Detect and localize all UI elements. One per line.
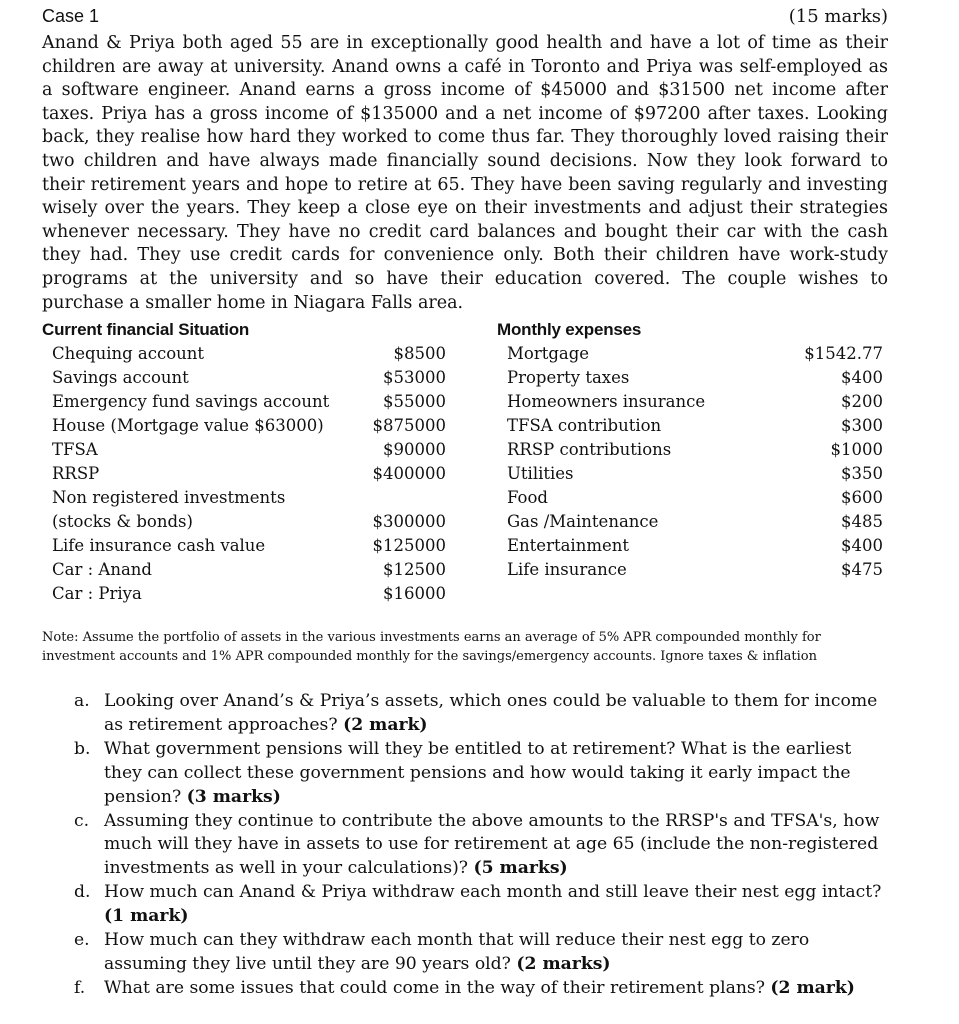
monthly-expenses-table xyxy=(497,318,883,582)
question-item xyxy=(74,690,884,738)
asset-value: $300000 xyxy=(372,512,446,531)
expense-row xyxy=(497,534,883,558)
question-item xyxy=(74,810,884,882)
asset-value: $90000 xyxy=(383,440,446,459)
question-text: What are some issues that could come in the way of their retirement plans? xyxy=(104,977,765,998)
question-letter: e. xyxy=(74,930,90,951)
expense-row xyxy=(497,510,883,534)
question-letter: b. xyxy=(74,738,91,759)
asset-label: Life insurance cash value xyxy=(52,536,266,555)
financial-situation-table xyxy=(42,318,446,606)
expense-label: Food xyxy=(507,488,548,507)
asset-value: $12500 xyxy=(383,560,446,579)
asset-value: $8500 xyxy=(393,344,446,363)
case-title: Case 1 xyxy=(42,6,100,26)
expense-value: $200 xyxy=(841,392,883,411)
asset-row xyxy=(42,462,446,486)
asset-row xyxy=(42,582,446,606)
case-marks: (15 marks) xyxy=(788,6,888,27)
question-marks: (3 marks) xyxy=(186,786,281,807)
asset-value: $875000 xyxy=(372,416,446,435)
asset-row xyxy=(42,510,446,534)
expense-label: Property taxes xyxy=(507,368,630,387)
question-marks: (2 mark) xyxy=(343,714,428,735)
question-item xyxy=(74,977,884,1001)
question-letter: d. xyxy=(74,882,91,903)
question-marks: (2 mark) xyxy=(770,977,855,998)
asset-label: Emergency fund savings account xyxy=(52,392,330,411)
expense-value: $475 xyxy=(841,560,883,579)
asset-value: $53000 xyxy=(383,368,446,387)
question-marks: (5 marks) xyxy=(473,858,568,879)
expense-label: Gas /Maintenance xyxy=(507,512,659,531)
asset-value: $125000 xyxy=(372,536,446,555)
question-letter: f. xyxy=(74,977,86,998)
assumptions-note: Note: Assume the portfolio of assets in the various investments earns an average of 5% APR compounded monthly for investment accounts and 1% APR compounded monthly for the savings/emergency accounts. Ignore taxes & inflation xyxy=(42,630,821,664)
expense-value: $600 xyxy=(841,488,883,507)
expense-label: RRSP contributions xyxy=(507,440,672,459)
asset-row xyxy=(42,414,446,438)
expense-row xyxy=(497,390,883,414)
expense-label: Life insurance xyxy=(507,560,627,579)
asset-row xyxy=(42,390,446,414)
question-item xyxy=(74,881,884,929)
question-item xyxy=(74,929,884,977)
expense-row xyxy=(497,462,883,486)
question-marks: (1 mark) xyxy=(104,906,189,927)
asset-value: $16000 xyxy=(383,584,446,603)
asset-label: Car : Priya xyxy=(52,584,142,603)
question-letter: a. xyxy=(74,691,90,711)
asset-label: Non registered investments xyxy=(52,488,286,507)
asset-value: $55000 xyxy=(383,392,446,411)
expense-value: $400 xyxy=(841,368,883,387)
expense-label: Mortgage xyxy=(507,344,590,363)
case-header xyxy=(42,6,888,30)
financial-situation-heading: Current financial Situation xyxy=(42,320,250,339)
expense-row xyxy=(497,486,883,510)
asset-label: Chequing account xyxy=(52,344,205,363)
question-text: Looking over Anand’s & Priya’s assets, which ones could be valuable to them for income as retirement approaches? xyxy=(104,691,878,735)
monthly-expenses-heading: Monthly expenses xyxy=(497,320,642,339)
expense-label: Homeowners insurance xyxy=(507,392,706,411)
question-letter: c. xyxy=(74,810,90,831)
asset-row xyxy=(42,534,446,558)
expense-row xyxy=(497,414,883,438)
expense-value: $400 xyxy=(841,536,883,555)
asset-label: House (Mortgage value $63000) xyxy=(52,416,324,435)
asset-row xyxy=(42,438,446,462)
expense-label: TFSA contribution xyxy=(507,416,662,435)
asset-label: TFSA xyxy=(52,440,98,459)
asset-label: Car : Anand xyxy=(52,560,152,579)
expense-row xyxy=(497,342,883,366)
expense-row xyxy=(497,558,883,582)
expense-value: $485 xyxy=(841,512,883,531)
asset-label: (stocks & bonds) xyxy=(52,512,193,531)
question-text: How much can Anand & Priya withdraw each month and still leave their nest egg intact? xyxy=(104,882,882,903)
question-text: What government pensions will they be entitled to at retirement? What is the earliest they can collect these government pensions and how would taking it early impact the pension? xyxy=(104,738,852,807)
expense-value: $300 xyxy=(841,416,883,435)
question-item xyxy=(74,738,884,810)
case-intro-paragraph: Anand & Priya both aged 55 are in exceptionally good health and have a lot of time as their children are away at university. Anand owns a café in Toronto and Priya was self-employed as a software engineer. Anand earns a gross income of $45000 and $31500 net income after taxes. Priya has a gross income of $135000 and a net income of $97200 after taxes. Looking back, they realise how hard they worked to come thus far. They thoroughly loved raising their two children and have always made financially sound decisions. Now they look forward to their retirement years and hope to retire at 65. They have been saving regularly and investing wisely over the years. They keep a close eye on their investments and adjust their strategies whenever necessary. They have no credit card balances and bought their car with the cash they had. They use credit cards for convenience only. Both their children have work-study programs at the university and so have their education covered. The couple wishes to purchase a smaller home in Niagara Falls area. xyxy=(42,33,888,313)
expense-value: $1000 xyxy=(830,440,883,459)
asset-row xyxy=(42,486,446,510)
question-marks: (2 marks) xyxy=(516,953,611,974)
expense-value: $1542.77 xyxy=(804,344,883,363)
expense-label: Utilities xyxy=(507,464,574,483)
asset-label: Savings account xyxy=(52,368,189,387)
asset-label: RRSP xyxy=(52,464,100,483)
asset-row xyxy=(42,366,446,390)
asset-row xyxy=(42,558,446,582)
asset-row xyxy=(42,342,446,366)
expense-label: Entertainment xyxy=(507,536,629,555)
asset-value: $400000 xyxy=(372,464,446,483)
expense-value: $350 xyxy=(841,464,883,483)
expense-row xyxy=(497,438,883,462)
question-text: How much can they withdraw each month that will reduce their nest egg to zero assuming they live until they are 90 years old? xyxy=(104,930,810,974)
expense-row xyxy=(497,366,883,390)
question-list xyxy=(74,690,884,1001)
question-text: Assuming they continue to contribute the above amounts to the RRSP's and TFSA's, how much will they have in assets to use for retirement at age 65 (include the non-registered investments as well in your calculations)? xyxy=(104,810,880,879)
